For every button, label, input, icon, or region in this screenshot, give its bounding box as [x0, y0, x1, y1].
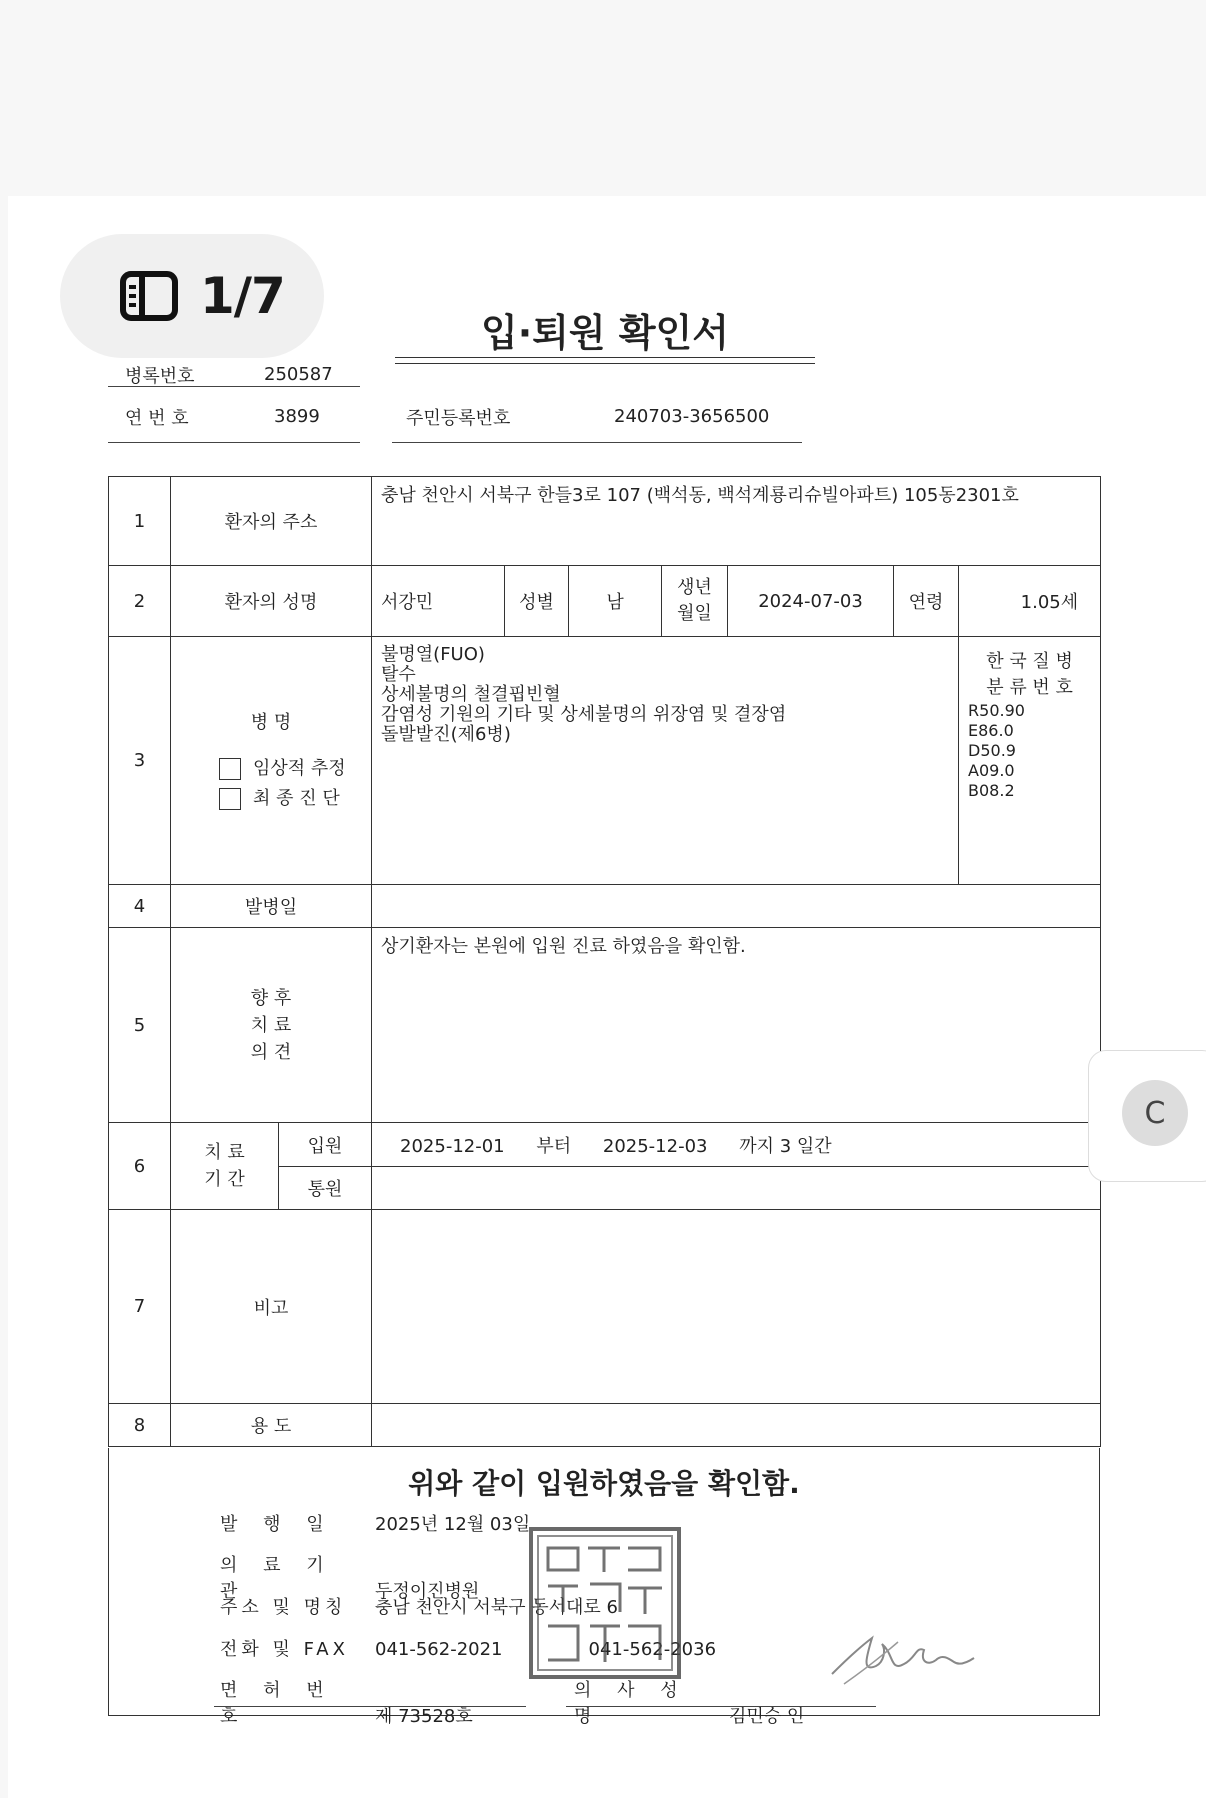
row-number: 7 — [109, 1210, 171, 1404]
diagnosis-item: 불명열(FUO) — [381, 644, 485, 665]
disease-code: B08.2 — [968, 781, 1015, 800]
outpatient-period — [372, 1167, 1101, 1210]
row-remarks — [109, 1210, 1101, 1404]
diagnosis-item: 탈수 — [381, 664, 416, 685]
period-from: 2025-12-01 — [400, 1135, 505, 1157]
disease-code: R50.90 — [968, 701, 1025, 720]
row-address — [109, 477, 1101, 566]
doctor-row — [574, 1676, 804, 1728]
period-to: 2025-12-03 — [602, 1135, 708, 1157]
opinion-label: 향 후 — [250, 987, 292, 1009]
patient-dob: 2024-07-03 — [728, 566, 894, 637]
code-title: 한 국 질 병 — [986, 651, 1073, 672]
period-to-word: 까지 3 일간 — [739, 1135, 832, 1157]
clinical-estimate-checkbox[interactable] — [219, 758, 241, 780]
dob-label — [662, 566, 728, 637]
serial-label: 연 번 호 — [125, 408, 189, 429]
sex-label: 성별 — [505, 566, 569, 637]
tel: 041-562-2021 — [375, 1639, 503, 1660]
row-purpose — [109, 1404, 1101, 1447]
disease-code: D50.9 — [968, 741, 1016, 760]
row-diagnosis — [109, 637, 1101, 885]
page-indicator[interactable] — [60, 234, 324, 358]
onset-date — [372, 885, 1101, 928]
divider — [108, 442, 360, 443]
title-underline-2 — [395, 363, 815, 364]
diagnosis-label: 병 명 — [250, 711, 292, 733]
issue-row — [220, 1510, 530, 1536]
row-onset — [109, 885, 1101, 928]
disease-codes — [959, 637, 1101, 885]
code-title: 분 류 번 호 — [986, 677, 1073, 698]
book-icon — [120, 271, 178, 321]
hospital-name: 두정이진병원 — [375, 1581, 480, 1602]
side-action-button[interactable]: C — [1122, 1080, 1188, 1146]
treatment-opinion: 상기환자는 본원에 입원 진료 하였음을 확인함. — [372, 928, 1101, 1123]
doctor-signature — [824, 1624, 984, 1694]
doctor-label: 의 사 성 명 — [574, 1680, 688, 1727]
option-clinical — [219, 754, 371, 784]
confirmation-table — [108, 476, 1101, 1447]
row-name — [109, 566, 1101, 637]
record-no: 250587 — [264, 364, 333, 385]
divider — [108, 386, 360, 387]
page-count: 1/7 — [200, 267, 285, 325]
row-number: 6 — [109, 1123, 171, 1210]
resident-no: 240703-3656500 — [614, 406, 770, 427]
row-opinion — [109, 928, 1101, 1123]
disease-code: E86.0 — [968, 721, 1014, 740]
diagnosis-list — [372, 637, 959, 885]
patient-address: 충남 천안시 서북구 한들3로 107 (백석동, 백석계룡리슈빌아파트) 105동2301호 — [372, 477, 1101, 566]
remarks — [372, 1210, 1101, 1404]
purpose — [372, 1404, 1101, 1447]
title-underline — [395, 357, 815, 358]
opinion-label: 치 료 — [250, 1014, 292, 1036]
row-label — [171, 1123, 279, 1210]
patient-sex: 남 — [569, 566, 662, 637]
opinion-label: 의 견 — [250, 1041, 292, 1063]
row-number: 8 — [109, 1404, 171, 1447]
addr-label: 주소 및 명칭 — [220, 1597, 347, 1618]
outpatient-label: 통원 — [279, 1167, 372, 1210]
period-label: 기 간 — [204, 1169, 245, 1190]
row-period-inpatient — [109, 1123, 1101, 1167]
row-label: 환자의 주소 — [171, 477, 372, 566]
hospital-seal — [528, 1526, 682, 1680]
row-number: 2 — [109, 566, 171, 637]
diagnosis-item: 돌발발진(제6병) — [381, 724, 511, 745]
serial-no: 3899 — [274, 406, 320, 427]
tel-label: 전화 및 FAX — [220, 1639, 349, 1660]
row-number: 4 — [109, 885, 171, 928]
diagnosis-item: 감염성 기원의 기타 및 상세불명의 위장염 및 결장염 — [381, 704, 787, 725]
row-label — [171, 637, 372, 885]
row-number: 3 — [109, 637, 171, 885]
license-label: 면 허 번 호 — [220, 1680, 334, 1727]
doctor-name: 김민승 인 — [729, 1706, 805, 1727]
record-no-label: 병록번호 — [125, 366, 195, 387]
patient-age: 1.05세 — [959, 566, 1101, 637]
divider — [214, 1706, 526, 1707]
period-label: 치 료 — [204, 1142, 245, 1163]
divider — [566, 1706, 876, 1707]
confirm-statement: 위와 같이 입원하였음을 확인함. — [408, 1467, 800, 1500]
option-final — [219, 784, 371, 814]
resident-label: 주민등록번호 — [406, 408, 511, 429]
row-number: 5 — [109, 928, 171, 1123]
disease-code: A09.0 — [968, 761, 1015, 780]
age-label: 연령 — [894, 566, 959, 637]
inpatient-label: 입원 — [279, 1123, 372, 1167]
issue-label: 발 행 일 — [220, 1514, 334, 1535]
dob-label-line: 월일 — [677, 603, 712, 624]
patient-name: 서강민 — [372, 566, 505, 637]
option-label: 최 종 진 단 — [253, 787, 340, 809]
row-label: 환자의 성명 — [171, 566, 372, 637]
document-title: 입·퇴원 확인서 — [481, 311, 729, 355]
row-label: 발병일 — [171, 885, 372, 928]
diagnosis-item: 상세불명의 철결핍빈혈 — [381, 684, 561, 705]
final-diagnosis-checkbox[interactable] — [219, 788, 241, 810]
org-label: 의 료 기 관 — [220, 1555, 334, 1602]
inpatient-period — [372, 1123, 1101, 1167]
issue-date: 2025년 12월 03일 — [375, 1514, 531, 1535]
dob-label-line: 생년 — [677, 577, 712, 598]
period-from-word: 부터 — [536, 1135, 572, 1157]
row-label: 비고 — [171, 1210, 372, 1404]
divider — [392, 442, 802, 443]
row-label: 용 도 — [171, 1404, 372, 1447]
option-label: 임상적 추정 — [253, 757, 346, 779]
row-number: 1 — [109, 477, 171, 566]
fax: 041-562-2036 — [588, 1639, 717, 1660]
license-no: 제 73528호 — [375, 1706, 473, 1727]
license-row — [220, 1676, 473, 1728]
hospital-address: 충남 천안시 서북구 동서대로 6 — [375, 1597, 618, 1618]
row-label — [171, 928, 372, 1123]
